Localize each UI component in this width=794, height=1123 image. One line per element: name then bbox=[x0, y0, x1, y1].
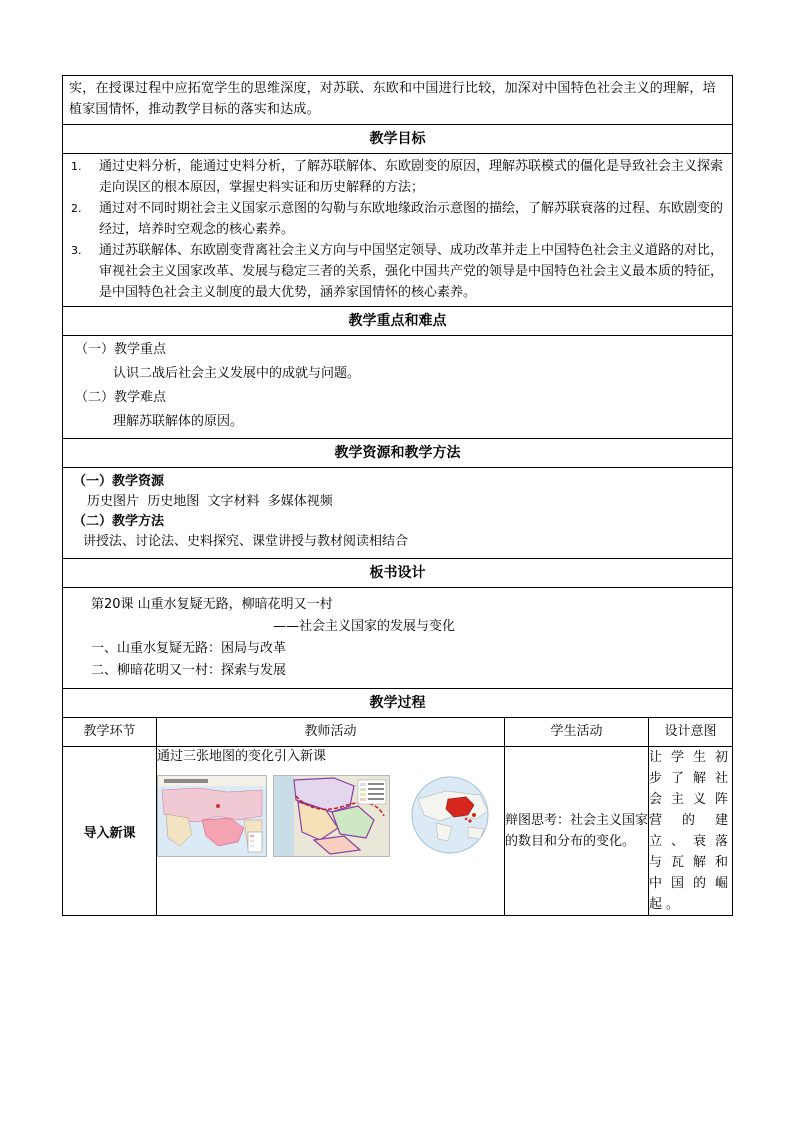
board-cell bbox=[63, 588, 733, 689]
process-row bbox=[63, 747, 733, 916]
resources-label: （一）教学资源 bbox=[73, 474, 165, 489]
board-title: 第20课 山重水复疑无路，柳暗花明又一村 bbox=[91, 597, 333, 612]
focus-text: 认识二战后社会主义发展中的成就与问题。 bbox=[113, 366, 361, 381]
goal-item: 3. 通过苏联解体、东欧剧变背离社会主义方向与中国坚定领导、成功改革并走上中国特色社会主义道路的对比，审视社会主义国家改革、发展与稳定三者的关系，强化中国共产党的领导是中国特色社会主义最本质的特征，是中国特色社会主义制度的最大优势，涵养家国情怀的核心素养。 bbox=[71, 243, 724, 300]
map-globe-china bbox=[396, 775, 504, 855]
resources-heading: 教学资源和教学方法 bbox=[63, 439, 733, 468]
process-heading: 教学过程 bbox=[63, 689, 733, 718]
col-header-teacher: 教师活动 bbox=[157, 718, 505, 747]
map-2-graphic bbox=[274, 776, 389, 856]
intro-paragraph: 实，在授课过程中应拓宽学生的思维深度，对苏联、东欧和中国进行比较，加深对中国特色社会主义的理解，培植家国情怀，推动教学目标的落实和达成。 bbox=[69, 81, 716, 117]
difficulty-text: 理解苏联解体的原因。 bbox=[113, 414, 244, 429]
board-subtitle: ——社会主义国家的发展与变化 bbox=[273, 619, 456, 634]
stage-cell: 导入新课 bbox=[63, 747, 157, 916]
teacher-activity-text: 通过三张地图的变化引入新课 bbox=[157, 749, 327, 764]
intro-cell bbox=[63, 76, 733, 125]
map-eastern-europe bbox=[273, 775, 390, 857]
teacher-activity-cell bbox=[157, 747, 505, 916]
process-column-headers bbox=[63, 718, 733, 747]
goals-list bbox=[63, 154, 732, 306]
goal-item: 2. 通过对不同时期社会主义国家示意图的勾勒与东欧地缘政治示意图的描绘，了解苏联衰落的过程、东欧剧变的经过，培养时空观念的核心素养。 bbox=[71, 201, 724, 237]
student-activity-cell: 辩图思考：社会主义国家的数目和分布的变化。 bbox=[505, 747, 649, 916]
col-header-design: 设计意图 bbox=[649, 718, 733, 747]
goals-cell bbox=[63, 154, 733, 307]
col-header-stage: 教学环节 bbox=[63, 718, 157, 747]
methods-text: 讲授法、讨论法、史料探究、课堂讲授与教材阅读相结合 bbox=[83, 534, 409, 549]
map-3-graphic bbox=[396, 775, 504, 855]
resources-text: 历史图片 历史地图 文字材料 多媒体视频 bbox=[87, 494, 333, 509]
resources-cell bbox=[63, 468, 733, 559]
board-point-2: 二、柳暗花明又一村：探索与发展 bbox=[91, 663, 287, 678]
lesson-plan-table bbox=[62, 75, 733, 916]
goals-heading: 教学目标 bbox=[63, 125, 733, 154]
methods-label: （二）教学方法 bbox=[73, 514, 165, 529]
keypoints-cell bbox=[63, 336, 733, 439]
col-header-student: 学生活动 bbox=[505, 718, 649, 747]
board-heading: 板书设计 bbox=[63, 559, 733, 588]
difficulty-label: （二）教学难点 bbox=[75, 390, 167, 405]
map-images bbox=[157, 775, 504, 857]
goal-item: 1. 通过史料分析，能通过史料分析，了解苏联解体、东欧剧变的原因，理解苏联模式的僵化是导致社会主义探索走向误区的根本原因，掌握史料实证和历史解释的方法； bbox=[71, 159, 724, 195]
lesson-plan-document bbox=[62, 75, 732, 916]
board-point-1: 一、山重水复疑无路：困局与改革 bbox=[91, 641, 287, 656]
keypoints-heading: 教学重点和难点 bbox=[63, 307, 733, 336]
map-socialist-countries-1 bbox=[157, 775, 267, 857]
design-intent-cell: 让学生初步了解社会主义阵营的建立、衰落与瓦解和中国的崛起。 bbox=[649, 747, 733, 916]
map-1-graphic bbox=[158, 776, 266, 856]
focus-label: （一）教学重点 bbox=[75, 342, 167, 357]
